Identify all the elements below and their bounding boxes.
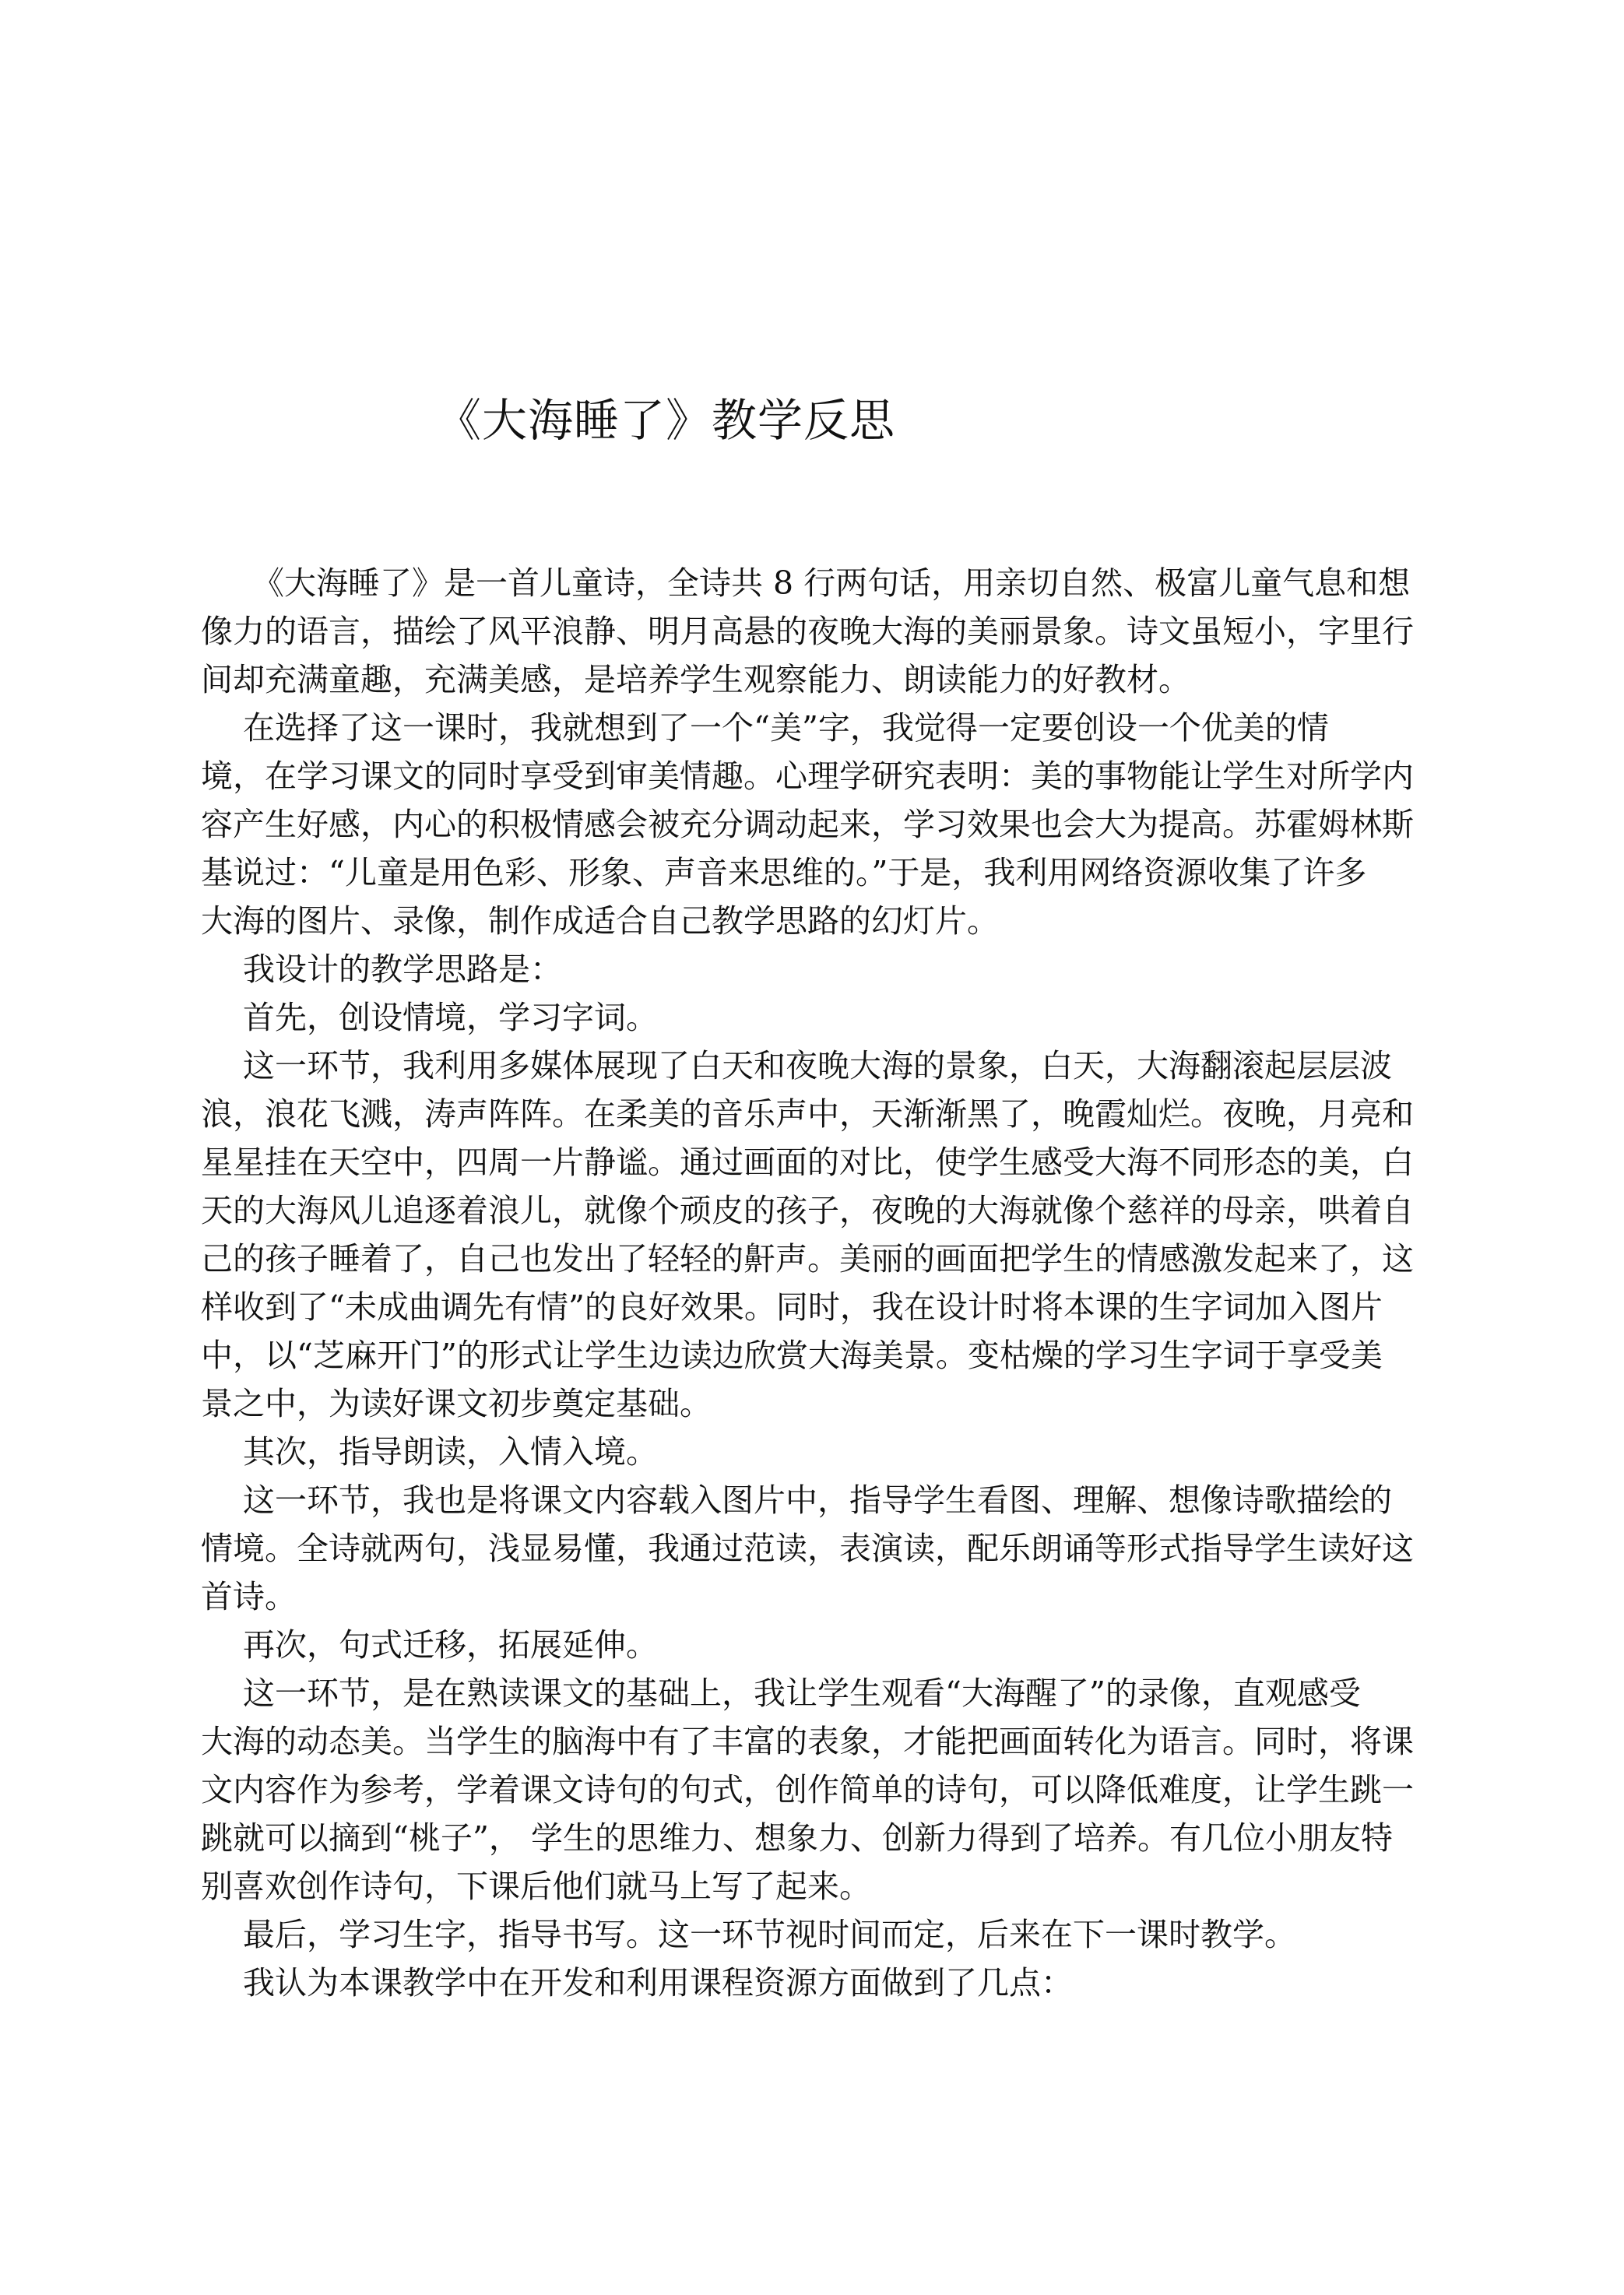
text-line: 首诗。 xyxy=(201,1578,297,1615)
text-line: 容产生好感，内心的积极情感会被充分调动起来，学习效果也会大为提高。苏霍姆林斯 xyxy=(201,806,1414,843)
text-line: 大海的动态美。当学生的脑海中有了丰富的表象，才能把画面转化为语言。同时，将课 xyxy=(201,1723,1414,1760)
text-line: 我设计的教学思路是： xyxy=(243,951,562,988)
text-line: 文内容作为参考，学着课文诗句的句式，创作简单的诗句，可以降低难度，让学生跳一 xyxy=(201,1771,1414,1808)
document-title: 《大海睡了》教学反思 xyxy=(436,394,896,447)
document-body xyxy=(201,559,1454,2007)
text-line: 这一环节，我也是将课文内容载入图片中，指导学生看图、理解、想像诗歌描绘的 xyxy=(243,1481,1392,1519)
text-line: 再次，句式迁移，拓展延伸。 xyxy=(243,1626,658,1664)
text-line: 天的大海风儿追逐着浪儿，就像个顽皮的孩子，夜晚的大海就像个慈祥的母亲，哄着自 xyxy=(201,1192,1414,1229)
text-line: 样收到了“未成曲调先有情”的良好效果。同时，我在设计时将本课的生字词加入图片 xyxy=(201,1288,1383,1326)
text-line: 这一环节，我利用多媒体展现了白天和夜晚大海的景象，白天，大海翻滚起层层波 xyxy=(243,1047,1392,1084)
text-line: 最后，学习生字，指导书写。这一环节视时间而定，后来在下一课时教学。 xyxy=(243,1916,1296,1953)
text-line: 首先，创设情境，学习字词。 xyxy=(243,999,658,1036)
text-line: 基说过：“儿童是用色彩、形象、声音来思维的。”于是，我利用网络资源收集了许多 xyxy=(201,854,1367,891)
text-line: 间却充满童趣，充满美感，是培养学生观察能力、朗读能力的好教材。 xyxy=(201,661,1190,698)
text-line: 在选择了这一课时，我就想到了一个“美”字，我觉得一定要创设一个优美的情 xyxy=(243,709,1329,747)
text-line: 己的孩子睡着了，自己也发出了轻轻的鼾声。美丽的画面把学生的情感激发起来了，这 xyxy=(201,1240,1414,1278)
text-line: 这一环节，是在熟读课文的基础上，我让学生观看“大海醒了”的录像，直观感受 xyxy=(243,1675,1361,1712)
text-line: 别喜欢创作诗句，下课后他们就马上写了起来。 xyxy=(201,1868,871,1905)
text-line: 我认为本课教学中在开发和利用课程资源方面做到了几点： xyxy=(243,1964,1073,2002)
text-line: 像力的语言，描绘了风平浪静、明月高悬的夜晚大海的美丽景象。诗文虽短小，字里行 xyxy=(201,613,1414,650)
text-line: 大海的图片、录像，制作成适合自己教学思路的幻灯片。 xyxy=(201,902,999,940)
text-line: 景之中，为读好课文初步奠定基础。 xyxy=(201,1385,712,1422)
text-line: 跳就可以摘到“桃子”， 学生的思维力、想象力、创新力得到了培养。有几位小朋友特 xyxy=(201,1819,1393,1857)
text-line: 中，以“芝麻开门”的形式让学生边读边欣赏大海美景。变枯燥的学习生字词于享受美 xyxy=(201,1337,1383,1374)
text-line: 浪，浪花飞溅，涛声阵阵。在柔美的音乐声中，天渐渐黑了，晚霞灿烂。夜晚，月亮和 xyxy=(201,1095,1414,1133)
text-line: 星星挂在天空中，四周一片静谧。通过画面的对比，使学生感受大海不同形态的美，白 xyxy=(201,1144,1414,1181)
text-line: 其次，指导朗读，入情入境。 xyxy=(243,1433,658,1471)
text-line: 情境。全诗就两句，浅显易懂，我通过范读，表演读，配乐朗诵等形式指导学生读好这 xyxy=(201,1530,1414,1567)
text-line: 《大海睡了》是一首儿童诗，全诗共 8 行两句话，用亲切自然、极富儿童气息和想 xyxy=(252,564,1411,602)
text-line: 境，在学习课文的同时享受到审美情趣。心理学研究表明：美的事物能让学生对所学内 xyxy=(201,757,1414,795)
